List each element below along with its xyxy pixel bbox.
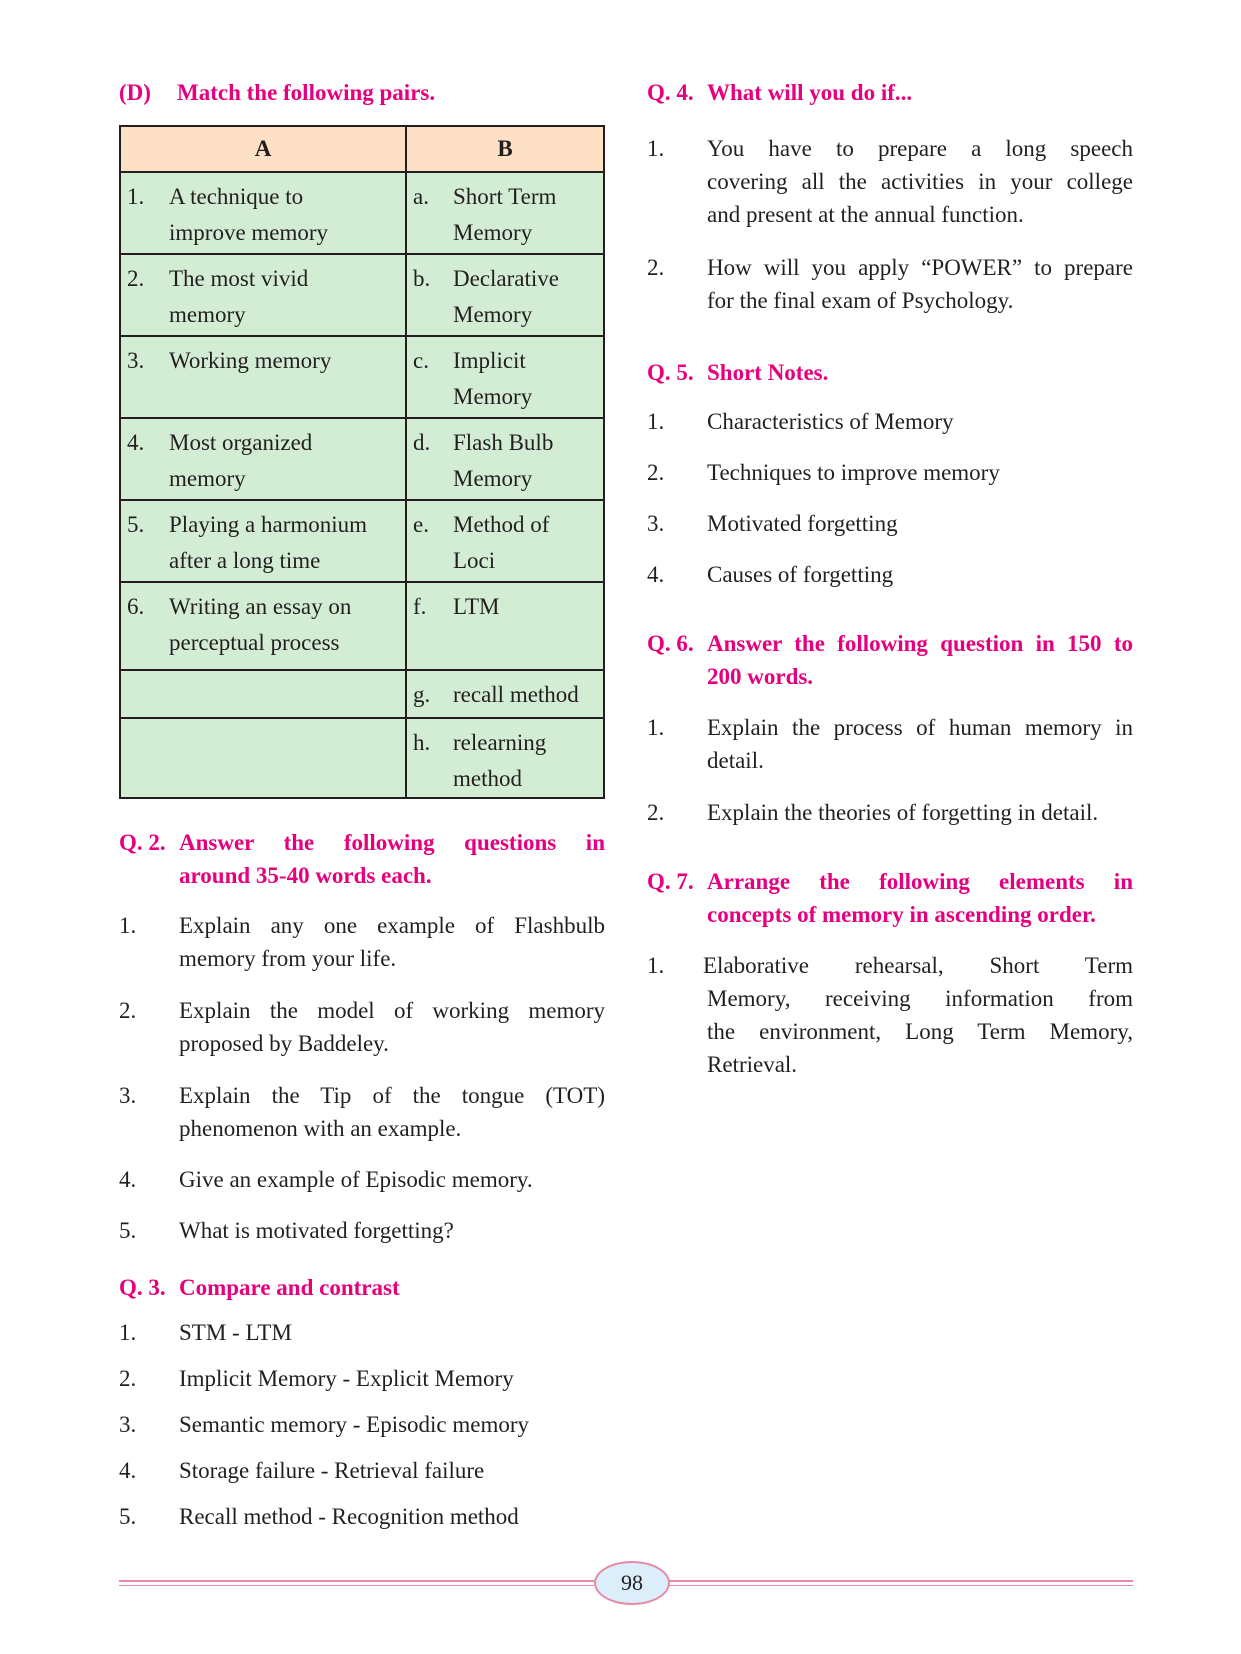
item-text-line: Memory, receiving information from [707, 986, 1133, 1011]
table-row [120, 172, 604, 254]
cell-line: Playing a harmonium [169, 512, 368, 537]
item-text-line: covering all the activities in your college [707, 169, 1133, 194]
cell-line: memory [169, 302, 246, 327]
page-number: 98 [594, 1561, 670, 1605]
column-a-cell [120, 670, 406, 718]
item-number: 3. [119, 1083, 137, 1108]
column-a-cell [120, 172, 406, 254]
cell-line: A technique to [169, 184, 304, 209]
item-number: 2. [119, 998, 137, 1023]
item-number: 1. [647, 136, 665, 161]
item-number: 3. [127, 348, 145, 373]
item-text-line: You have to prepare a long speech [707, 136, 1133, 161]
item-letter: a. [413, 184, 429, 209]
item-text: Characteristics of Memory [707, 409, 954, 434]
cell-line: relearning [453, 730, 547, 755]
cell-line: Declarative [453, 266, 559, 291]
item-text-line: How will you apply “POWER” to prepare [707, 255, 1133, 280]
column-b-cell [406, 254, 604, 336]
item-text-line: Elaborative rehearsal, Short Term [703, 953, 1133, 978]
footer-rule-left [119, 1580, 594, 1582]
cell-line: after a long time [169, 548, 321, 573]
q2-heading [119, 826, 605, 892]
item-text: Implicit Memory - Explicit Memory [179, 1366, 514, 1391]
item-text-line: What is motivated forgetting? [179, 1218, 454, 1243]
item-text: Semantic memory - Episodic memory [179, 1412, 530, 1437]
item-number: 4. [127, 430, 145, 455]
column-b-cell [406, 336, 604, 418]
item-text: Motivated forgetting [707, 511, 898, 536]
q6-heading [647, 627, 1133, 693]
cell-line: Most organized [169, 430, 313, 455]
column-b-cell [406, 670, 604, 718]
item-number: 3. [119, 1412, 137, 1437]
item-text-line: Give an example of Episodic memory. [179, 1167, 533, 1192]
item-number: 5. [119, 1504, 137, 1529]
cell-line: memory [169, 466, 246, 491]
column-a-cell [120, 418, 406, 500]
table-row [120, 336, 604, 418]
q5-number: Q. 5. [647, 360, 694, 385]
item-text-line: memory from your life. [179, 946, 397, 971]
q7-number: Q. 7. [647, 869, 694, 894]
item-number: 2. [647, 255, 665, 280]
item-text: Causes of forgetting [707, 562, 894, 587]
table-row [120, 418, 604, 500]
item-letter: g. [413, 682, 431, 707]
item-letter: d. [413, 430, 431, 455]
column-b-cell [406, 500, 604, 582]
item-number: 4. [119, 1167, 137, 1192]
cell-line: Memory [453, 466, 533, 491]
item-text-line: Explain the model of working memory [179, 998, 605, 1023]
item-text-line: Retrieval. [707, 1052, 798, 1077]
q6-title-line2: 200 words. [707, 664, 814, 689]
cell-line: The most vivid [169, 266, 309, 291]
column-b-cell [406, 418, 604, 500]
section-d-label: (D) [119, 80, 151, 105]
item-text: Recall method - Recognition method [179, 1504, 519, 1529]
column-b-cell [406, 582, 604, 670]
section-d-title: Match the following pairs. [177, 80, 436, 105]
cell-line: Method of [453, 512, 550, 537]
q6-title-line1: Answer the following question in 150 to [707, 631, 1133, 656]
item-text: Storage failure - Retrieval failure [179, 1458, 485, 1483]
cell-line: Loci [453, 548, 496, 573]
item-text-line: the environment, Long Term Memory, [707, 1019, 1133, 1044]
item-number: 2. [647, 460, 665, 485]
item-number: 5. [127, 512, 145, 537]
cell-line: Memory [453, 220, 533, 245]
item-number: 3. [647, 511, 665, 536]
table-header-b: B [406, 126, 604, 172]
q4-title: What will you do if... [707, 80, 913, 105]
item-number: 6. [127, 594, 145, 619]
q3-title: Compare and contrast [179, 1275, 400, 1300]
item-number: 2. [647, 800, 665, 825]
item-text-line: and present at the annual function. [707, 202, 1024, 227]
q2-title-line1: Answer the following questions in [179, 830, 605, 855]
cell-line: Working memory [169, 348, 332, 373]
column-b-cell [406, 718, 604, 798]
footer-rule-right [668, 1580, 1133, 1582]
column-a-cell [120, 336, 406, 418]
q7-heading [647, 865, 1133, 931]
cell-line: Short Term [453, 184, 557, 209]
item-letter: b. [413, 266, 431, 291]
q5-title: Short Notes. [707, 360, 829, 385]
table-header-a: A [120, 126, 406, 172]
q6-number: Q. 6. [647, 631, 694, 656]
item-text-line: Explain the process of human memory in [707, 715, 1133, 740]
item-text-line: Explain the Tip of the tongue (TOT) [179, 1083, 605, 1108]
cell-line: Writing an essay on [169, 594, 352, 619]
q2-title-line2: around 35-40 words each. [179, 863, 432, 888]
cell-line: method [453, 766, 522, 791]
item-number: 1. [647, 715, 665, 740]
item-letter: e. [413, 512, 429, 537]
item-number: 1. [127, 184, 145, 209]
column-b-cell [406, 172, 604, 254]
item-number: 5. [119, 1218, 137, 1243]
q2-number: Q. 2. [119, 830, 166, 855]
item-number: 1. [647, 409, 665, 434]
item-number: 1. [647, 953, 665, 978]
footer-rule-right-thin [668, 1585, 1133, 1586]
cell-line: improve memory [169, 220, 329, 245]
cell-line: Implicit [453, 348, 526, 373]
cell-line: recall method [453, 682, 579, 707]
table-row [120, 500, 604, 582]
column-a-cell [120, 582, 406, 670]
item-text-line: detail. [707, 748, 764, 773]
footer-rule-left-thin [119, 1585, 594, 1586]
column-a-cell [120, 718, 406, 798]
q3-number: Q. 3. [119, 1275, 166, 1300]
table-header-row [120, 126, 604, 172]
table-row [120, 254, 604, 336]
item-letter: c. [413, 348, 429, 373]
item-number: 2. [127, 266, 145, 291]
item-number: 4. [647, 562, 665, 587]
item-text-line: Explain the theories of forgetting in detail. [707, 800, 1099, 825]
item-number: 1. [119, 1320, 137, 1345]
table-row [120, 670, 604, 718]
item-text-line: Explain any one example of Flashbulb [179, 913, 605, 938]
item-text-line: proposed by Baddeley. [179, 1031, 389, 1056]
cell-line: LTM [453, 594, 500, 619]
column-a-cell [120, 254, 406, 336]
cell-line: Flash Bulb [453, 430, 554, 455]
item-text-line: phenomenon with an example. [179, 1116, 462, 1141]
q4-number: Q. 4. [647, 80, 694, 105]
column-a-cell [120, 500, 406, 582]
item-letter: h. [413, 730, 431, 755]
item-text: Techniques to improve memory [707, 460, 1000, 485]
cell-line: Memory [453, 384, 533, 409]
item-letter: f. [413, 594, 427, 619]
q7-title-line2: concepts of memory in ascending order. [707, 902, 1096, 927]
match-table [119, 125, 605, 799]
q7-title-line1: Arrange the following elements in [707, 869, 1133, 894]
item-number: 1. [119, 913, 137, 938]
table-row [120, 582, 604, 670]
item-text-line: for the final exam of Psychology. [707, 288, 1014, 313]
item-number: 2. [119, 1366, 137, 1391]
cell-line: perceptual process [169, 630, 340, 655]
cell-line: Memory [453, 302, 533, 327]
item-text: STM - LTM [179, 1320, 292, 1345]
table-row [120, 718, 604, 798]
item-number: 4. [119, 1458, 137, 1483]
